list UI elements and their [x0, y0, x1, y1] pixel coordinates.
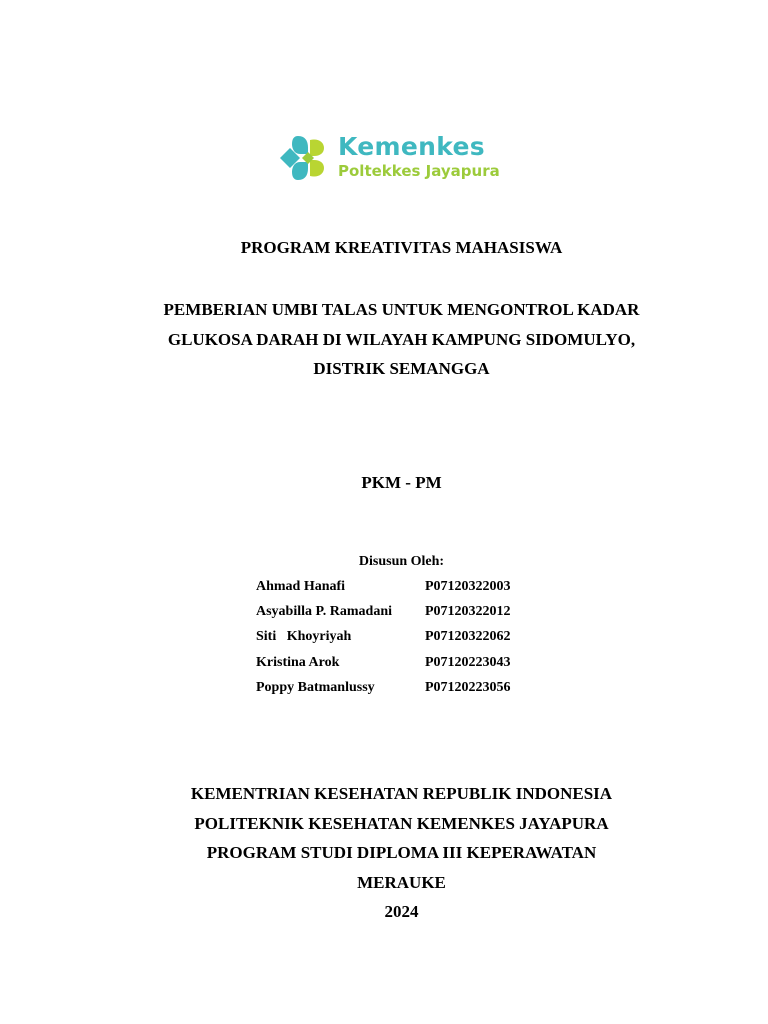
title-line: PEMBERIAN UMBI TALAS UNTUK MENGONTROL KADAR: [163, 300, 640, 319]
document-title: [0, 295, 768, 384]
author-nim: P07120322003: [425, 579, 511, 594]
title-line: DISTRIK SEMANGGA: [313, 359, 490, 378]
author-name: Kristina Arok: [256, 654, 340, 670]
logo-wordmark: Kemenkes: [338, 132, 485, 161]
title-line: GLUKOSA DARAH DI WILAYAH KAMPUNG SIDOMULYO,: [167, 329, 636, 349]
author-nim: P07120223056: [425, 679, 511, 695]
logo-subtitle: Poltekkes Jayapura: [338, 162, 500, 180]
authors-heading: Disusun Oleh:: [358, 554, 445, 569]
institution-line: POLITEKNIK KESEHATAN KEMENKES JAYAPURA: [194, 813, 609, 833]
author-nim: P07120322062: [425, 629, 511, 645]
institution-line: PROGRAM STUDI DIPLOMA III KEPERAWATAN: [206, 843, 597, 863]
author-name: Ahmad Hanafi: [256, 579, 346, 594]
author-nim: P07120322012: [425, 604, 511, 620]
author-nim: P07120223043: [425, 654, 511, 670]
kemenkes-logo: [278, 134, 538, 184]
year: 2024: [384, 902, 419, 922]
author-name: Poppy Batmanlussy: [256, 679, 375, 695]
scheme-label: PKM - PM: [361, 473, 442, 492]
author-name: Asyabilla P. Ramadani: [256, 604, 393, 620]
author-name: Siti Khoyriyah: [256, 629, 352, 645]
institution-block: [0, 779, 768, 927]
program-label: PROGRAM KREATIVITAS MAHASISWA: [240, 238, 563, 257]
institution-line: KEMENTRIAN KESEHATAN REPUBLIK INDONESIA: [190, 784, 613, 803]
institution-line: MERAUKE: [357, 872, 446, 892]
kemenkes-flower-icon: [278, 134, 330, 182]
